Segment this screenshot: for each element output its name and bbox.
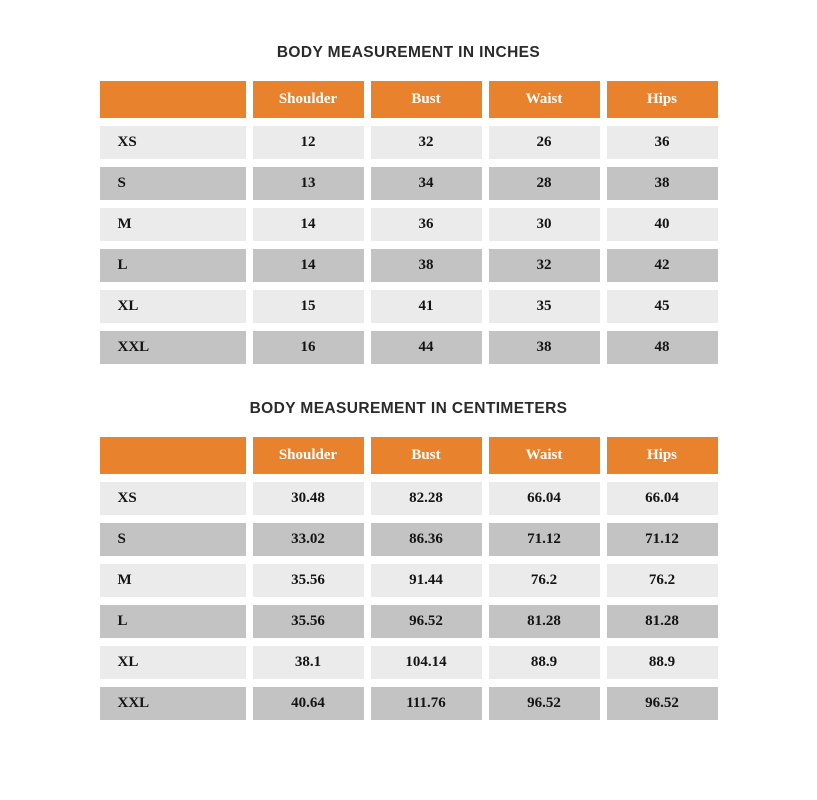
- value-cell: 40.64: [253, 687, 364, 720]
- centimeters-table: [100, 437, 718, 720]
- value-cell: 81.28: [607, 605, 718, 638]
- inches-header-bust: Bust: [371, 81, 482, 118]
- value-cell: 14: [253, 208, 364, 241]
- row-label-l: L: [100, 605, 246, 638]
- inches-table-title: BODY MEASUREMENT IN INCHES: [276, 44, 541, 61]
- inches-header-waist: Waist: [489, 81, 600, 118]
- value-cell: 71.12: [607, 523, 718, 556]
- value-cell: 36: [371, 208, 482, 241]
- value-cell: 38: [371, 249, 482, 282]
- value-cell: 44: [371, 331, 482, 364]
- value-cell: 45: [607, 290, 718, 323]
- value-cell: 66.04: [489, 482, 600, 515]
- row-label-m: M: [100, 208, 246, 241]
- value-cell: 96.52: [371, 605, 482, 638]
- value-cell: 111.76: [371, 687, 482, 720]
- value-cell: 30: [489, 208, 600, 241]
- value-cell: 15: [253, 290, 364, 323]
- value-cell: 32: [489, 249, 600, 282]
- centimeters-table-title: BODY MEASUREMENT IN CENTIMETERS: [249, 400, 568, 417]
- value-cell: 36: [607, 126, 718, 159]
- value-cell: 35.56: [253, 564, 364, 597]
- row-label-l: L: [100, 249, 246, 282]
- row-label-xl: XL: [100, 290, 246, 323]
- value-cell: 38: [607, 167, 718, 200]
- value-cell: 12: [253, 126, 364, 159]
- value-cell: 14: [253, 249, 364, 282]
- cm-header-blank-cell: [100, 437, 246, 474]
- value-cell: 86.36: [371, 523, 482, 556]
- value-cell: 82.28: [371, 482, 482, 515]
- value-cell: 76.2: [607, 564, 718, 597]
- inches-table-section: [0, 44, 817, 364]
- value-cell: 13: [253, 167, 364, 200]
- centimeters-table-section: [0, 400, 817, 720]
- cm-header-waist: Waist: [489, 437, 600, 474]
- row-label-xs: XS: [100, 482, 246, 515]
- value-cell: 88.9: [607, 646, 718, 679]
- value-cell: 35: [489, 290, 600, 323]
- value-cell: 34: [371, 167, 482, 200]
- value-cell: 96.52: [489, 687, 600, 720]
- value-cell: 26: [489, 126, 600, 159]
- inches-header-blank-cell: [100, 81, 246, 118]
- inches-table: [100, 81, 718, 364]
- inches-header-shoulder: Shoulder: [253, 81, 364, 118]
- value-cell: 66.04: [607, 482, 718, 515]
- value-cell: 38: [489, 331, 600, 364]
- value-cell: 32: [371, 126, 482, 159]
- row-label-s: S: [100, 523, 246, 556]
- cm-header-shoulder: Shoulder: [253, 437, 364, 474]
- row-label-xs: XS: [100, 126, 246, 159]
- value-cell: 38.1: [253, 646, 364, 679]
- value-cell: 35.56: [253, 605, 364, 638]
- value-cell: 30.48: [253, 482, 364, 515]
- row-label-xl: XL: [100, 646, 246, 679]
- value-cell: 96.52: [607, 687, 718, 720]
- cm-header-bust: Bust: [371, 437, 482, 474]
- row-label-s: S: [100, 167, 246, 200]
- row-label-m: M: [100, 564, 246, 597]
- value-cell: 76.2: [489, 564, 600, 597]
- value-cell: 71.12: [489, 523, 600, 556]
- row-label-xxl: XXL: [100, 687, 246, 720]
- value-cell: 40: [607, 208, 718, 241]
- value-cell: 28: [489, 167, 600, 200]
- value-cell: 41: [371, 290, 482, 323]
- value-cell: 33.02: [253, 523, 364, 556]
- value-cell: 16: [253, 331, 364, 364]
- value-cell: 104.14: [371, 646, 482, 679]
- value-cell: 48: [607, 331, 718, 364]
- value-cell: 81.28: [489, 605, 600, 638]
- value-cell: 88.9: [489, 646, 600, 679]
- inches-header-hips: Hips: [607, 81, 718, 118]
- cm-header-hips: Hips: [607, 437, 718, 474]
- row-label-xxl: XXL: [100, 331, 246, 364]
- value-cell: 91.44: [371, 564, 482, 597]
- value-cell: 42: [607, 249, 718, 282]
